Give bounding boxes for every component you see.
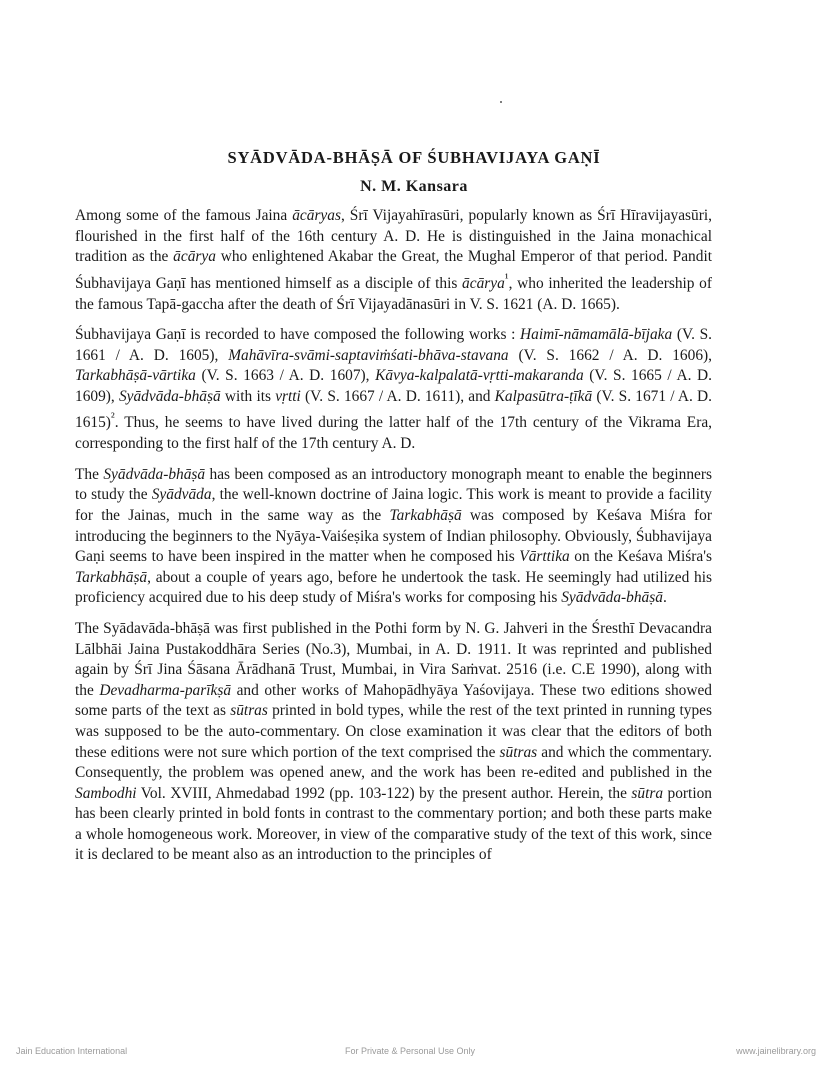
italic-term: ācāryas xyxy=(292,207,341,224)
italic-term: Kāvya-kalpalatā-vṛtti-makaranda xyxy=(375,367,584,385)
italic-term: vṛtti xyxy=(275,387,301,405)
italic-term: Mahāvīra-svāmi-saptaviṁśati-bhāva-stavana xyxy=(228,346,509,364)
text-run: Śubhavijaya Gaṇī is recorded to have composed the following works : xyxy=(75,326,521,344)
text-run: , who inherited the leadership of the famous Tapā-gaccha after the death of Śrī Vijayadānasūri in V. S. 1621 (A. D. 1665). xyxy=(75,274,712,313)
italic-term: Tarkabhāṣā xyxy=(75,568,148,586)
text-run: (V. S. 1663 / A. D. 1607), xyxy=(195,367,376,385)
text-run: Vol. XVIII, Ahmedabad 1992 (pp. 103-122) by the present author. Herein, the xyxy=(136,784,632,802)
text-run: (V. S. 1661 / A. D. 1605), xyxy=(75,326,712,364)
text-run: , Śrī Vijayahīrasūri, popularly known as Śrī Hīravijayasūri, flourished in the first half of the 16th century A. D. He is distinguished in the Jaina monachical tradition as the xyxy=(75,207,712,266)
text-run: and which the commentary. Consequently, the problem was opened anew, and the work has been re-edited and published in the xyxy=(75,743,712,782)
italic-term: sūtras xyxy=(499,743,538,761)
text-run: , about a couple of years ago, before he undertook the task. He seemingly had utilized his proficiency acquired due to his deep study of Miśra's works for composing his xyxy=(75,568,712,607)
text-run: who enlightened Akabar the Great, the Mughal Emperor of that period. Pandit Śubhavijaya Gaṇī has mentioned himself as a disciple of this xyxy=(75,248,713,292)
paragraph xyxy=(75,325,712,455)
footnote-marker: ² xyxy=(110,410,115,425)
italic-term: sūtra xyxy=(631,784,664,802)
italic-term: Sambodhi xyxy=(75,784,137,802)
text-run: (V. S. 1662 / A. D. 1606), xyxy=(508,346,712,364)
italic-term: Syādvāda-bhāṣā xyxy=(103,465,206,483)
text-run: with its xyxy=(220,387,276,405)
text-run: portion has been clearly printed in bold fonts in contrast to the commentary portion; and both these parts make a whole homogeneous work. Moreover, in view of the comparative study of the text of this work, since it is declared to be meant also as an introduction to the principles of xyxy=(75,784,712,864)
footer-publisher: Jain Education International xyxy=(16,1046,128,1056)
footnote-marker: ¹ xyxy=(504,270,509,285)
text-run: (V. S. 1671 / A. D. 1615) xyxy=(75,387,712,432)
text-run: printed in bold types, while the rest of the text printed in running types was supposed to be the auto-commentary. On close examination it was clear that the editors of both these editions were not sure which portion of the text comprised the xyxy=(75,702,713,761)
text-run: was composed by Keśava Miśra for introducing the beginners to the Nyāya-Vaiśeṣika system of Indian philosophy. Obviously, Śubhavijaya Gaṇi seems to have been inspired in the matter when he composed his xyxy=(75,506,712,566)
text-run: (V. S. 1667 / A. D. 1611), and xyxy=(300,387,495,405)
paragraph xyxy=(75,619,712,866)
italic-term: Devadharma-parīkṣā xyxy=(99,681,232,699)
text-run: (V. S. 1665 / A. D. 1609), xyxy=(75,367,712,405)
page-title: SYĀDVĀDA-BHĀṢĀ OF ŚUBHAVIJAYA GAṆĪ xyxy=(227,148,601,167)
italic-term: ācārya xyxy=(173,248,216,266)
article-body xyxy=(75,206,712,876)
text-run: Among some of the famous Jaina xyxy=(75,207,293,224)
text-run: and other works of Mahopādhyāya Yaśovijaya. These two editions showed some parts of the text as xyxy=(75,681,712,720)
footer-website: www.jainelibrary.org xyxy=(736,1046,816,1056)
page-footer xyxy=(0,1046,828,1060)
italic-term: Kalpasūtra-ṭīkā xyxy=(494,387,593,405)
paragraph xyxy=(75,465,712,609)
text-run: The Syādavāda-bhāṣā was first published in the Pothi form by N. G. Jahveri in the Śresthī Devacandra Lālbhāi Jaina Pustakoddhāra Series (No.3), Mumbai, in A. D. 1911. It was reprinted and published again by Śrī Jina Śāsana Ārādhanā Trust, Mumbai, in Vira Saṁvat. 2516 (i.e. C.E 1990), along with the xyxy=(75,619,712,699)
italic-term: Tarkabhāṣā xyxy=(389,506,462,524)
italic-term: Vārttika xyxy=(519,548,570,566)
italic-term: Syādvāda xyxy=(151,486,212,504)
scan-speck xyxy=(500,101,502,103)
text-run: The xyxy=(75,465,104,483)
text-run: . Thus, he seems to have lived during the latter half of the 17th century of the Vikrama Era, corresponding to the first half of the 17th century A. D. xyxy=(75,414,712,453)
italic-term: Tarkabhāṣā-vārtika xyxy=(75,367,196,385)
footer-usage-note: For Private & Personal Use Only xyxy=(345,1046,476,1056)
italic-term: Haimī-nāmamālā-bījaka xyxy=(520,326,673,344)
author-name: N. M. Kansara xyxy=(360,178,468,195)
italic-term: ācārya xyxy=(462,274,505,292)
text-run: , the well-known doctrine of Jaina logic. This work is meant to provide a facility for the Jainas, much in the same way as the xyxy=(75,486,713,524)
text-run: has been composed as an introductory monograph meant to enable the beginners to study the xyxy=(75,465,713,504)
italic-term: Syādvāda-bhāṣā xyxy=(561,589,663,607)
italic-term: sūtras xyxy=(230,702,268,720)
text-run: . xyxy=(662,589,667,607)
paragraph xyxy=(75,206,712,315)
text-run: on the Keśava Miśra's xyxy=(569,548,712,566)
italic-term: Syādvāda-bhāṣā xyxy=(118,387,221,405)
